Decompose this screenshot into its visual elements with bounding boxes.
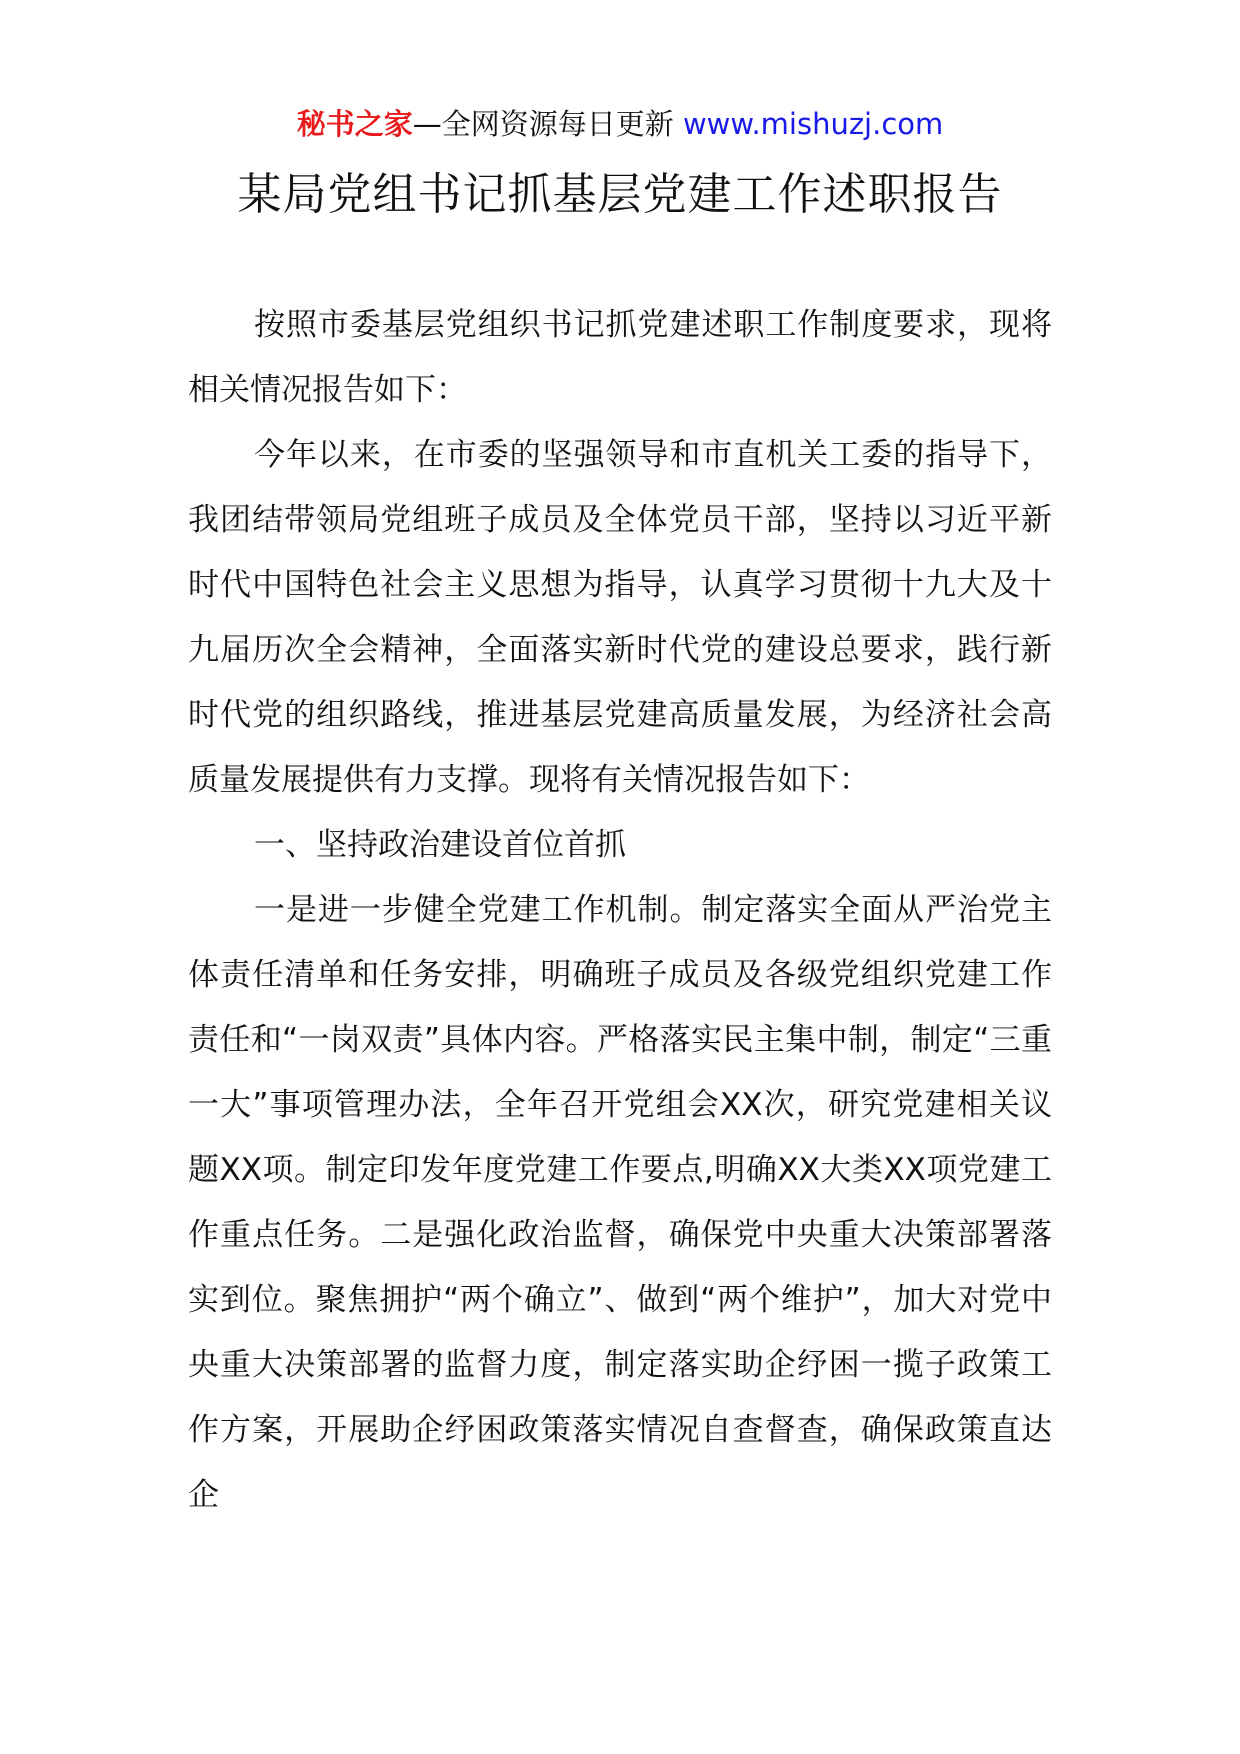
site-header (0, 104, 1240, 144)
brand-name: 秘书之家 (296, 107, 413, 141)
header-tagline: —全网资源每日更新 (412, 107, 674, 141)
document-body (188, 293, 1052, 1528)
site-url-link[interactable]: www.mishuzj.com (682, 107, 944, 141)
intro-paragraph: 按照市委基层党组织书记抓党建述职工作制度要求，现将相关情况报告如下： (188, 307, 1052, 408)
section-heading-1: 一、坚持政治建设首位首抓 (254, 827, 626, 863)
document-title: 某局党组书记抓基层党建工作述职报告 (237, 169, 1003, 220)
overview-paragraph: 今年以来，在市委的坚强领导和市直机关工委的指导下，我团结带领局党组班子成员及全体党员干部，坚持以习近平新时代中国特色社会主义思想为指导，认真学习贯彻十九大及十九届历次全会精神，全面落实新时代党的建设总要求，践行新时代党的组织路线，推进基层党建高质量发展，为经济社会高质量发展提供有力支撑。现将有关情况报告如下： (188, 437, 1052, 798)
section-1-paragraph: 一是进一步健全党建工作机制。制定落实全面从严治党主体责任清单和任务安排，明确班子成员及各级党组织党建工作责任和“一岗双责”具体内容。严格落实民主集中制，制定“三重一大”事项管理办法，全年召开党组会XX次，研究党建相关议题XX项。制定印发年度党建工作要点,明确XX大类XX项党建工作重点任务。二是强化政治监督，确保党中央重大决策部署落实到位。聚焦拥护“两个确立”、做到“两个维护”，加大对党中央重大决策部署的监督力度，制定落实助企纾困一揽子政策工作方案，开展助企纾困政策落实情况自查督查，确保政策直达企 (188, 892, 1052, 1513)
